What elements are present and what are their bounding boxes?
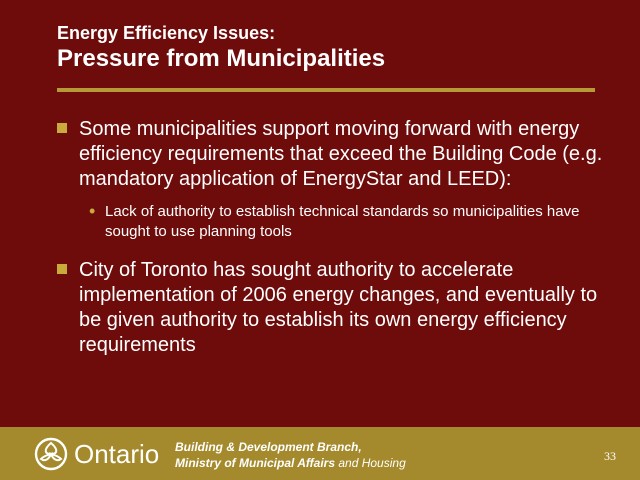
bullet-2-text: City of Toronto has sought authority to accelerate implementation of 2006 energy changes, and eventually to be given authority to establish its own energy efficiency requirements (79, 259, 598, 356)
round-bullet-icon: • (89, 201, 96, 221)
ontario-trillium-icon (34, 437, 68, 471)
slide-content (57, 117, 617, 372)
page-number: 33 (604, 449, 616, 463)
sub-bullet-1 (57, 202, 617, 242)
ministry-name: Ministry of Municipal Affairs (175, 456, 336, 470)
square-bullet-icon (57, 123, 67, 133)
footer-bar (0, 427, 640, 480)
bullet-2 (57, 258, 617, 358)
branch-credit (175, 439, 406, 471)
branch-line-2 (175, 455, 406, 471)
ministry-name-tail: and Housing (335, 456, 406, 470)
square-bullet-icon (57, 264, 67, 274)
sub-bullet-1-text: Lack of authority to establish technical standards so municipalities have sought to use planning tools (105, 203, 580, 240)
title-divider (57, 88, 595, 92)
slide-title: Pressure from Municipalities (57, 45, 386, 72)
bullet-1-text: Some municipalities support moving forward with energy efficiency requirements that exceed the Building Code (e.g. mandatory application of EnergyStar and LEED): (79, 118, 603, 190)
branch-line-1: Building & Development Branch, (175, 440, 362, 454)
title-block (57, 22, 617, 74)
ontario-wordmark: Ontario (74, 439, 160, 469)
bullet-1 (57, 117, 617, 192)
slide-subtitle: Energy Efficiency Issues: (57, 23, 276, 43)
